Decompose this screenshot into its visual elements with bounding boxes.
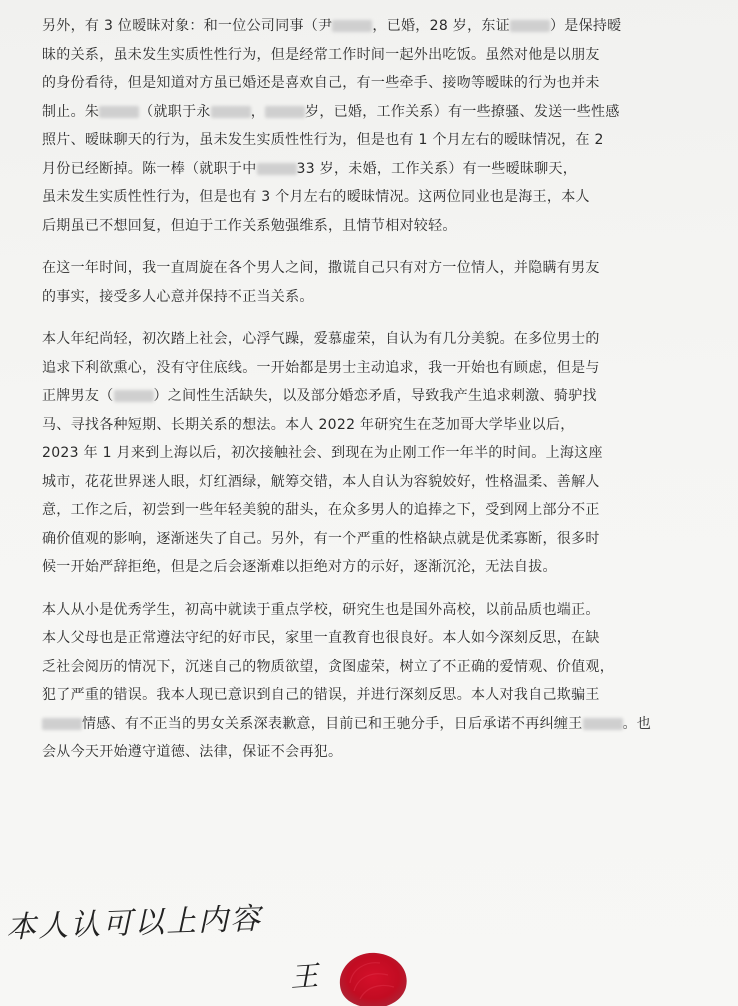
signature-statement: 本人认可以上内容 <box>5 901 263 946</box>
text-segment: 乏社会阅历的情况下，沉迷自己的物质欲望，贪图虚荣，树立了不正确的爱情观、价值观， <box>42 658 614 675</box>
text-segment: （就职于永 <box>139 103 211 120</box>
text-line <box>42 283 732 312</box>
letter-body <box>42 12 732 781</box>
text-segment: 本人从小是优秀学生，初高中就读于重点学校，研究生也是国外高校，以前品质也端正。 <box>42 601 600 618</box>
paragraph <box>42 254 732 311</box>
text-segment: 意，工作之后，初尝到一些年轻美貌的甜头，在众多男人的追捧之下，受到网上部分不正 <box>42 502 600 518</box>
text-segment: 本人父母也是正常遵法守纪的好市民，家里一直教育也很良好。本人如今深刻反思，在缺 <box>42 630 600 646</box>
text-line <box>42 496 732 525</box>
text-line <box>42 596 732 625</box>
text-segment: 的身份看待，但是知道对方虽已婚还是喜欢自己，有一些牵手、接吻等暧昧的行为也并未 <box>42 75 600 91</box>
text-line <box>42 212 732 241</box>
text-segment: ）是保持暧 <box>549 18 622 34</box>
redacted-text <box>211 106 251 118</box>
text-line <box>42 439 732 468</box>
text-segment: ，已婚，28 岁，东证 <box>372 18 510 34</box>
text-segment: ， <box>250 103 266 120</box>
text-line <box>42 98 732 127</box>
text-segment: 月份已经断掉。陈一棒（就职于中 <box>42 160 257 177</box>
text-segment: 另外，有 3 位暧昧对象：和一位公司同事（尹 <box>42 18 333 34</box>
text-segment: 正牌男友（ <box>42 388 114 404</box>
redacted-text <box>257 163 297 175</box>
redacted-text <box>265 106 305 118</box>
text-segment: 追求下利欲熏心，没有守住底线。一开始都是男士主动追求，我一开始也有顾虑，但是与 <box>42 359 600 376</box>
redacted-text <box>99 106 139 118</box>
text-segment: 城市，花花世界迷人眼，灯红酒绿，觥筹交错，本人自认为容貌姣好，性格温柔、善解人 <box>42 473 600 490</box>
text-segment: 岁，已婚，工作关系）有一些撩骚、发送一些性感 <box>305 103 620 120</box>
paragraph <box>42 325 732 582</box>
text-segment: 昧的关系，虽未发生实质性性行为，但是经常工作时间一起外出吃饭。虽然对他是以朋友 <box>42 46 600 63</box>
redacted-text <box>42 718 82 730</box>
text-line <box>42 254 732 283</box>
text-segment: 后期虽已不想回复，但迫于工作关系勉强维系，且情节相对较轻。 <box>42 217 457 234</box>
text-line <box>42 525 732 554</box>
text-segment: 制止。朱 <box>42 103 100 120</box>
text-segment: 照片、暧昧聊天的行为，虽未发生实质性性行为，但是也有 1 个月左右的暧昧情况，在 2 <box>42 132 604 148</box>
text-segment: 犯了严重的错误。我本人现已意识到自己的错误，并进行深刻反思。本人对我自己欺骗王 <box>42 687 600 703</box>
red-fingerprint <box>330 945 414 1006</box>
text-line <box>42 126 732 155</box>
text-segment: 本人年纪尚轻，初次踏上社会，心浮气躁，爱慕虚荣，自认为有几分美貌。在多位男士的 <box>42 331 600 347</box>
text-line <box>42 382 732 411</box>
text-line <box>42 468 732 497</box>
text-line <box>42 553 732 582</box>
text-segment: 马、寻找各种短期、长期关系的想法。本人 2022 年研究生在芝加哥大学毕业以后， <box>42 416 575 433</box>
text-segment: 33 岁，未婚，工作关系）有一些暧昧聊天， <box>296 160 578 177</box>
redacted-text <box>332 20 372 32</box>
signature-name: 王 <box>288 959 320 994</box>
paragraph <box>42 596 732 767</box>
text-line <box>42 155 732 184</box>
text-segment: 在这一年时间，我一直周旋在各个男人之间，撒谎自己只有对方一位情人，并隐瞒有男友 <box>42 260 600 276</box>
text-segment: 情感、有不正当的男女关系深表歉意，目前已和王驰分手，日后承诺不再纠缠王 <box>82 715 583 732</box>
text-line <box>42 12 732 41</box>
text-line <box>42 325 732 354</box>
text-segment: 的事实，接受多人心意并保持不正当关系。 <box>42 288 314 305</box>
text-segment: 虽未发生实质性性行为，但是也有 3 个月左右的暧昧情况。这两位同业也是海王，本人 <box>42 189 590 205</box>
text-line <box>42 354 732 383</box>
text-line <box>42 69 732 98</box>
text-segment: 会从今天开始遵守道德、法律，保证不会再犯。 <box>42 744 343 760</box>
text-segment: 。也 <box>622 715 652 732</box>
text-line <box>42 710 732 739</box>
text-line <box>42 624 732 653</box>
text-line <box>42 681 732 710</box>
text-segment: 2023 年 1 月来到上海以后，初次接触社会、到现在为止刚工作一年半的时间。上海这座 <box>42 445 603 461</box>
redacted-text <box>510 20 550 32</box>
text-segment: ）之间性生活缺失，以及部分婚恋矛盾，导致我产生追求刺激、骑驴找 <box>153 388 597 404</box>
text-line <box>42 653 732 682</box>
redacted-text <box>583 718 623 730</box>
text-line <box>42 183 732 212</box>
text-segment: 候一开始严辞拒绝，但是之后会逐渐难以拒绝对方的示好，逐渐沉沦，无法自拔。 <box>42 559 557 575</box>
redacted-text <box>114 390 154 402</box>
text-line <box>42 738 732 767</box>
text-segment: 确价值观的影响，逐渐迷失了自己。另外，有一个严重的性格缺点就是优柔寡断，很多时 <box>42 530 600 547</box>
text-line <box>42 411 732 440</box>
text-line <box>42 41 732 70</box>
paragraph <box>42 12 732 240</box>
